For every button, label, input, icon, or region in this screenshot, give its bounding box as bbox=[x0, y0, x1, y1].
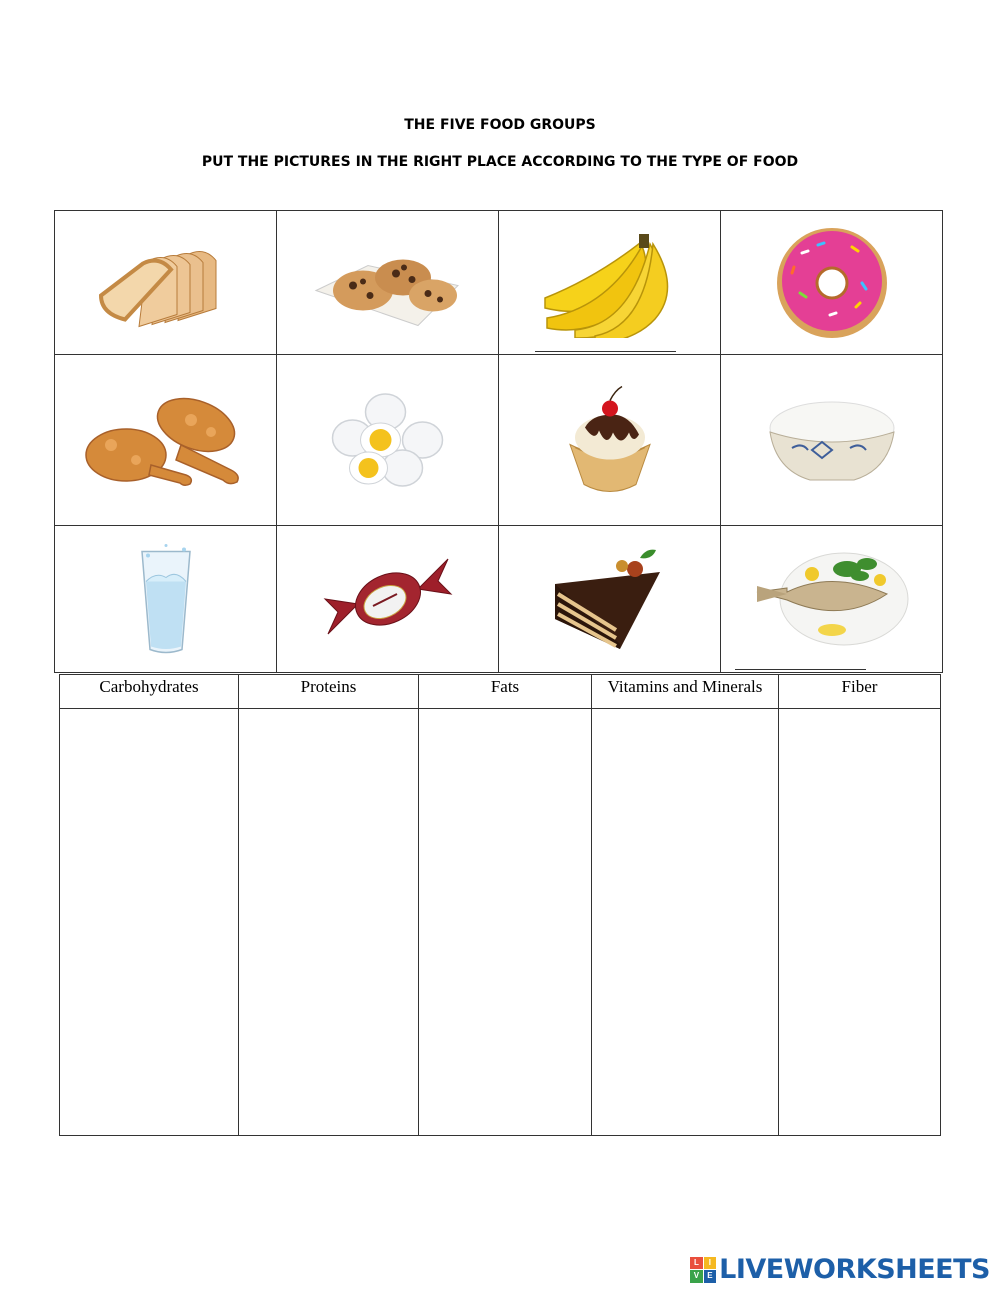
rice-icon bbox=[762, 390, 902, 490]
picture-water-glass[interactable] bbox=[55, 526, 277, 673]
picture-fish-plate[interactable] bbox=[721, 526, 943, 673]
picture-ice-cream[interactable] bbox=[499, 355, 721, 526]
picture-candy[interactable] bbox=[277, 526, 499, 673]
candy-icon bbox=[323, 554, 453, 644]
drop-zone-fats[interactable] bbox=[419, 709, 592, 1136]
picture-rice[interactable] bbox=[721, 355, 943, 526]
drop-zone-vitamins-minerals[interactable] bbox=[592, 709, 779, 1136]
drop-zone-proteins[interactable] bbox=[239, 709, 419, 1136]
picture-grid bbox=[54, 210, 943, 673]
water-glass-icon bbox=[136, 542, 196, 657]
answer-line bbox=[735, 669, 866, 670]
picture-boiled-eggs[interactable] bbox=[277, 355, 499, 526]
bananas-icon bbox=[535, 228, 685, 338]
boiled-eggs-icon bbox=[330, 390, 445, 490]
logo-icon: L I V E bbox=[690, 1257, 716, 1283]
column-header-proteins: Proteins bbox=[239, 675, 419, 709]
donut-icon bbox=[772, 223, 892, 343]
picture-chocolate-cake[interactable] bbox=[499, 526, 721, 673]
bread-icon bbox=[91, 235, 241, 330]
drop-zone-fiber[interactable] bbox=[779, 709, 941, 1136]
chocolate-cake-icon bbox=[550, 544, 670, 654]
column-header-vitamins-minerals: Vitamins and Minerals bbox=[592, 675, 779, 709]
picture-bread[interactable] bbox=[55, 211, 277, 355]
fried-chicken-icon bbox=[81, 390, 251, 490]
sorting-table bbox=[59, 674, 941, 1136]
instructions: PUT THE PICTURES IN THE RIGHT PLACE ACCORDING TO THE TYPE OF FOOD bbox=[201, 154, 799, 170]
answer-line bbox=[535, 351, 676, 352]
ice-cream-icon bbox=[565, 383, 655, 498]
drop-zone-carbohydrates[interactable] bbox=[60, 709, 239, 1136]
picture-cookies[interactable] bbox=[277, 211, 499, 355]
column-header-carbohydrates: Carbohydrates bbox=[60, 675, 239, 709]
cookies-icon bbox=[308, 235, 468, 330]
logo-text: LIVEWORKSHEETS bbox=[719, 1254, 990, 1285]
picture-donut[interactable] bbox=[721, 211, 943, 355]
column-header-fiber: Fiber bbox=[779, 675, 941, 709]
picture-bananas[interactable] bbox=[499, 211, 721, 355]
liveworksheets-logo bbox=[690, 1254, 990, 1285]
picture-fried-chicken[interactable] bbox=[55, 355, 277, 526]
page-title: THE FIVE FOOD GROUPS bbox=[404, 117, 596, 133]
fish-plate-icon bbox=[752, 544, 912, 654]
column-header-fats: Fats bbox=[419, 675, 592, 709]
